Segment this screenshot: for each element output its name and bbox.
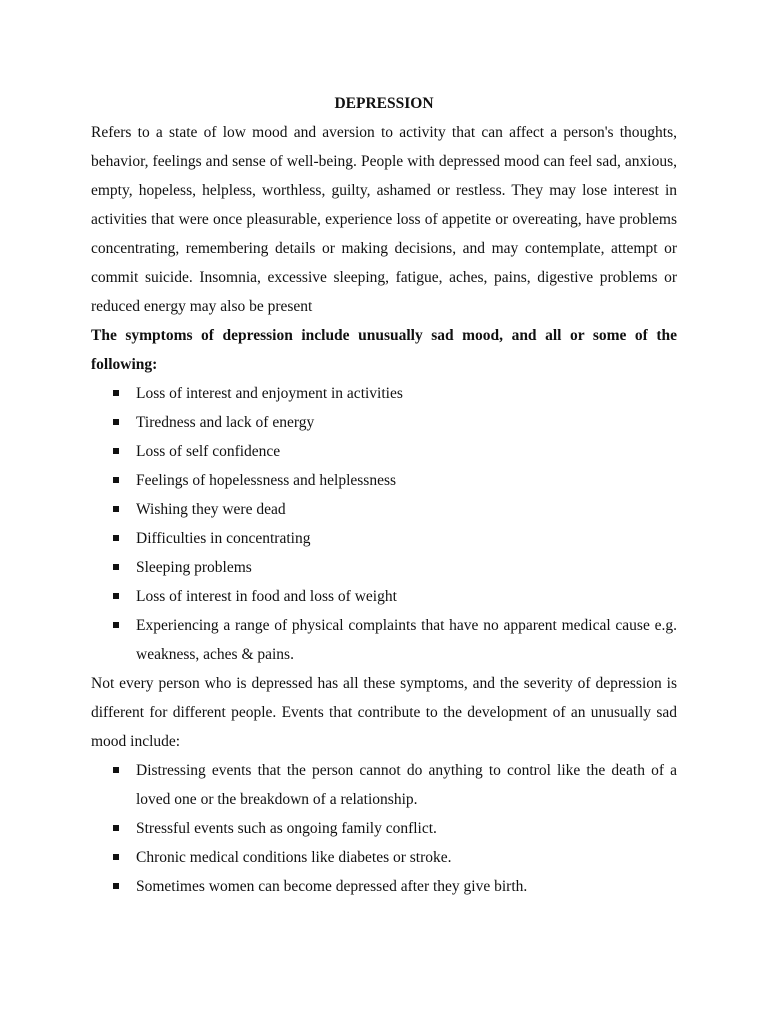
bullet-icon bbox=[113, 419, 119, 425]
list-item-text: Stressful events such as ongoing family conflict. bbox=[136, 820, 437, 837]
list-item bbox=[91, 843, 677, 872]
bullet-icon bbox=[113, 477, 119, 483]
document-page bbox=[91, 89, 677, 901]
list-item-text: Sleeping problems bbox=[136, 559, 252, 576]
document-title: DEPRESSION bbox=[334, 95, 434, 112]
bullet-icon bbox=[113, 535, 119, 541]
list-item-text: Loss of interest in food and loss of weight bbox=[136, 588, 397, 605]
list-item-text: Distressing events that the person cannot do anything to control like the death of a loved one or the breakdown of a relationship. bbox=[136, 762, 677, 808]
bullet-icon bbox=[113, 854, 119, 860]
bullet-icon bbox=[113, 564, 119, 570]
list-item bbox=[91, 872, 677, 901]
events-intro-paragraph: Not every person who is depressed has all these symptoms, and the severity of depression is different for different people. Events that contribute to the development of an unusually sad mood include: bbox=[91, 675, 677, 750]
bullet-icon bbox=[113, 506, 119, 512]
list-item-text: Experiencing a range of physical complaints that have no apparent medical cause e.g. weakness, aches & pains. bbox=[136, 617, 677, 663]
list-item bbox=[91, 582, 677, 611]
list-item bbox=[91, 524, 677, 553]
list-item-text: Loss of interest and enjoyment in activities bbox=[136, 385, 403, 402]
list-item bbox=[91, 814, 677, 843]
symptoms-list bbox=[91, 379, 677, 669]
list-item bbox=[91, 466, 677, 495]
list-item-text: Chronic medical conditions like diabetes or stroke. bbox=[136, 849, 452, 866]
list-item-text: Tiredness and lack of energy bbox=[136, 414, 315, 431]
bullet-icon bbox=[113, 593, 119, 599]
list-item bbox=[91, 437, 677, 466]
bullet-icon bbox=[113, 448, 119, 454]
list-item bbox=[91, 756, 677, 814]
list-item bbox=[91, 611, 677, 669]
symptoms-heading: The symptoms of depression include unusually sad mood, and all or some of the following: bbox=[91, 327, 677, 373]
list-item bbox=[91, 495, 677, 524]
list-item-text: Difficulties in concentrating bbox=[136, 530, 311, 547]
intro-paragraph: Refers to a state of low mood and aversion to activity that can affect a person's thoughts, behavior, feelings and sense of well-being. People with depressed mood can feel sad, anxious, empty, hopeless, helpless, worthless, guilty, ashamed or restless. They may lose interest in activities that were once pleasurable, experience loss of appetite or overeating, have problems concentrating, remembering details or making decisions, and may contemplate, attempt or commit suicide. Insomnia, excessive sleeping, fatigue, aches, pains, digestive problems or reduced energy may also be present bbox=[91, 124, 677, 315]
list-item-text: Loss of self confidence bbox=[136, 443, 281, 460]
list-item-text: Wishing they were dead bbox=[136, 501, 286, 518]
list-item bbox=[91, 408, 677, 437]
bullet-icon bbox=[113, 767, 119, 773]
list-item bbox=[91, 379, 677, 408]
events-list bbox=[91, 756, 677, 901]
list-item-text: Sometimes women can become depressed after they give birth. bbox=[136, 878, 528, 895]
list-item bbox=[91, 553, 677, 582]
bullet-icon bbox=[113, 883, 119, 889]
list-item-text: Feelings of hopelessness and helplessness bbox=[136, 472, 397, 489]
bullet-icon bbox=[113, 390, 119, 396]
bullet-icon bbox=[113, 825, 119, 831]
bullet-icon bbox=[113, 622, 119, 628]
